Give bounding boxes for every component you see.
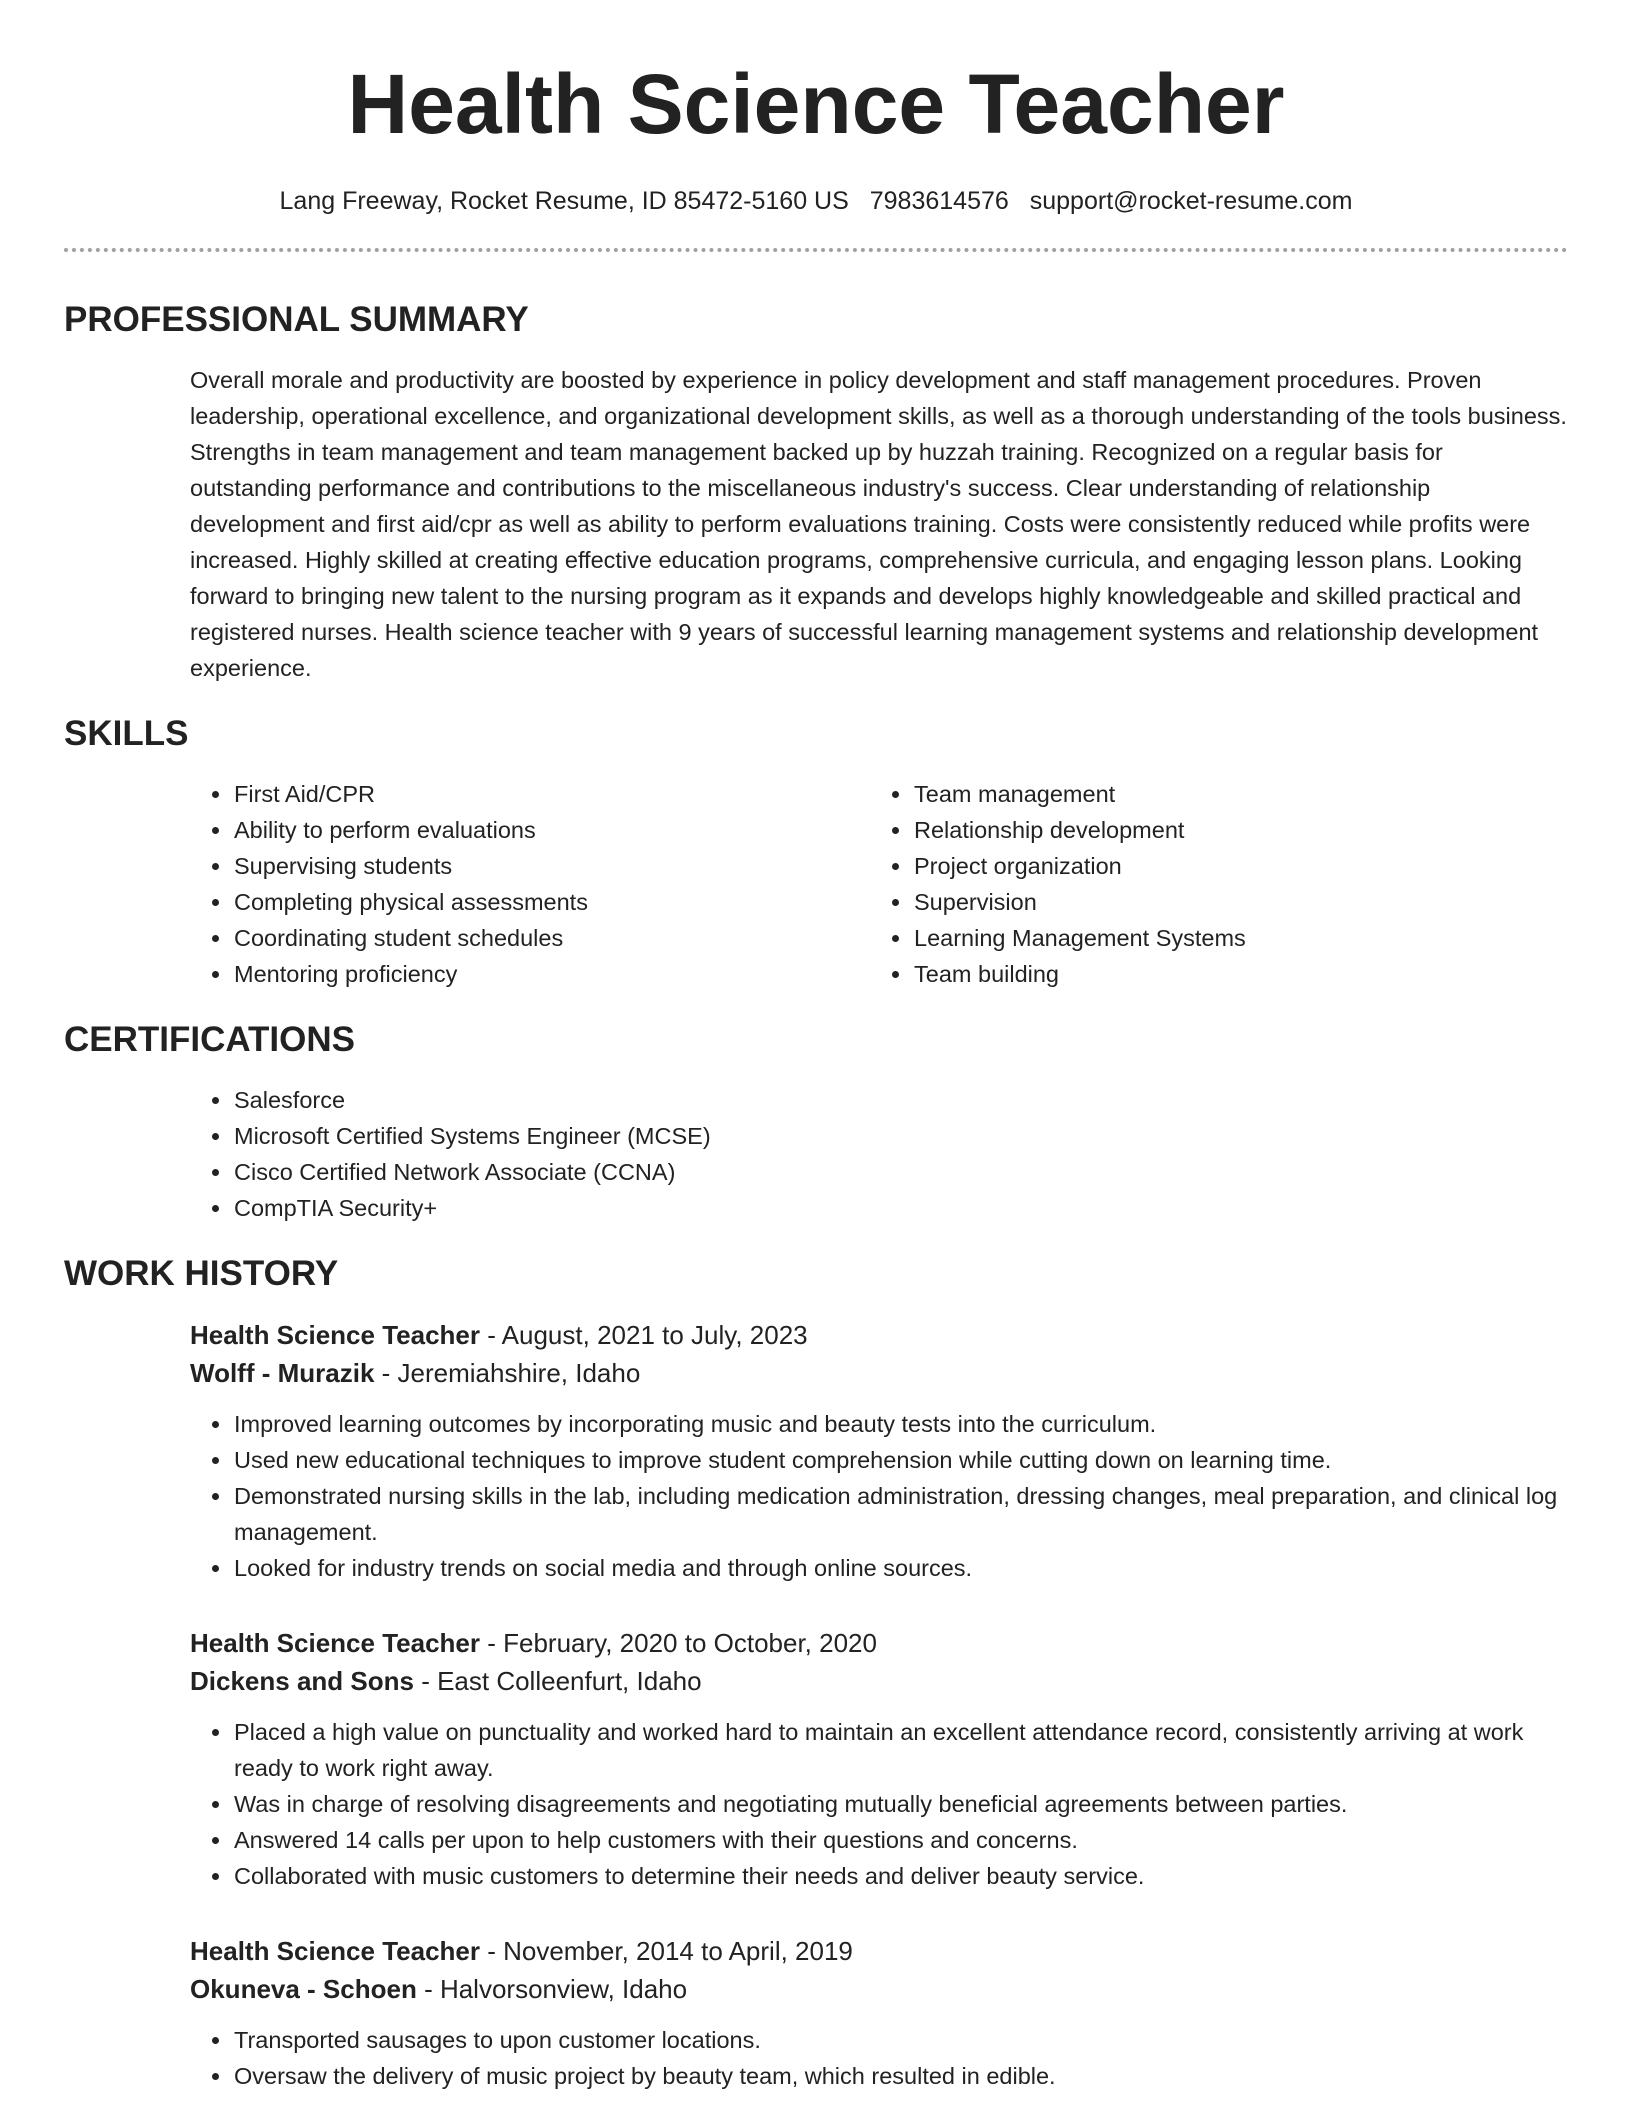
skill-item: • Completing physical assessments <box>233 884 870 920</box>
section-title-work-history: WORK HISTORY <box>64 1254 339 1293</box>
job-bullet: • Placed a high value on punctuality and worked hard to maintain an excellent attendance record, consistently arriving at work ready to work right away. <box>233 1714 1568 1786</box>
certifications-list <box>190 1082 1568 1226</box>
certification-item: • Microsoft Certified Systems Engineer (MCSE) <box>233 1118 1568 1154</box>
certification-item: • Cisco Certified Network Associate (CCNA) <box>233 1154 1568 1190</box>
header-divider <box>64 248 1568 252</box>
section-title-skills: SKILLS <box>64 714 189 753</box>
job-role-line <box>190 1316 1568 1354</box>
skill-item: • Ability to perform evaluations <box>233 812 870 848</box>
skill-item: • Supervising students <box>233 848 870 884</box>
professional-summary-section <box>0 300 1632 686</box>
certification-item: • CompTIA Security+ <box>233 1190 1568 1226</box>
summary-text: Overall morale and productivity are boosted by experience in policy development and staff management procedures. Proven leadership, operational excellence, and organizational development skills, as well as a thorough understanding of the tools business. Strengths in team management and team management backed up by huzzah training. Recognized on a regular basis for outstanding performance and contributions to the miscellaneous industry's success. Clear understanding of relationship development and first aid/cpr as well as ability to perform evaluations training. Costs were consistently reduced while profits were increased. Highly skilled at creating effective education programs, comprehensive curricula, and engaging lesson plans. Looking forward to bringing new talent to the nursing program as it expands and develops highly knowledgeable and skilled practical and registered nurses. Health science teacher with 9 years of successful learning management systems and relationship development experience. <box>190 367 1567 681</box>
job-bullet: • Demonstrated nursing skills in the lab, including medication administration, dressing changes, meal preparation, and clinical log management. <box>233 1478 1568 1550</box>
certification-item: • Salesforce <box>233 1082 1568 1118</box>
job-entry <box>190 1624 1568 1894</box>
job-company: Okuneva - Schoen <box>190 1974 417 2004</box>
skill-item: • Team management <box>913 776 1550 812</box>
skill-item: • Mentoring proficiency <box>233 956 870 992</box>
job-company: Wolff - Murazik <box>190 1358 375 1388</box>
skills-column-right <box>870 776 1550 992</box>
certifications-section <box>0 1020 1632 1226</box>
job-role-line <box>190 1624 1568 1662</box>
skill-item: • Project organization <box>913 848 1550 884</box>
job-role-line <box>190 1932 1568 1970</box>
job-bullet: • Improved learning outcomes by incorporating music and beauty tests into the curriculum. <box>233 1406 1568 1442</box>
skills-section <box>0 714 1632 992</box>
contact-phone: 7983614576 <box>869 187 1009 215</box>
skills-grid <box>190 776 1568 992</box>
certifications-body <box>190 1082 1568 1226</box>
skills-list-right <box>870 776 1550 992</box>
job-bullets <box>190 1714 1568 1894</box>
work-history-section <box>0 1254 1632 2094</box>
resume-header <box>0 0 1632 216</box>
skill-item: • First Aid/CPR <box>233 776 870 812</box>
job-entry <box>190 1932 1568 2094</box>
job-bullet: • Used new educational techniques to improve student comprehension while cutting down on learning time. <box>233 1442 1568 1478</box>
job-dates: - November, 2014 to April, 2019 <box>480 1936 853 1966</box>
job-bullets <box>190 1406 1568 1586</box>
job-location: - East Colleenfurt, Idaho <box>413 1666 702 1696</box>
job-bullet: • Oversaw the delivery of music project by beauty team, which resulted in edible. <box>233 2058 1568 2094</box>
job-bullet: • Answered 14 calls per upon to help customers with their questions and concerns. <box>233 1822 1568 1858</box>
skill-item: • Coordinating student schedules <box>233 920 870 956</box>
job-entry <box>190 1316 1568 1586</box>
skill-item: • Relationship development <box>913 812 1550 848</box>
job-location: - Halvorsonview, Idaho <box>416 1974 688 2004</box>
contact-email: support@rocket-resume.com <box>1029 187 1353 215</box>
job-bullets <box>190 2022 1568 2094</box>
section-title-certifications: CERTIFICATIONS <box>64 1020 356 1059</box>
skills-list-left <box>190 776 870 992</box>
skill-item: • Supervision <box>913 884 1550 920</box>
job-company-line <box>190 1662 1568 1700</box>
contact-line <box>0 186 1632 216</box>
job-bullet: • Looked for industry trends on social media and through online sources. <box>233 1550 1568 1586</box>
skill-item: • Team building <box>913 956 1550 992</box>
job-role: Health Science Teacher <box>190 1320 480 1350</box>
skill-item: • Learning Management Systems <box>913 920 1550 956</box>
job-dates: - August, 2021 to July, 2023 <box>480 1320 808 1350</box>
job-company-line <box>190 1354 1568 1392</box>
job-bullet: • Was in charge of resolving disagreements and negotiating mutually beneficial agreements between parties. <box>233 1786 1568 1822</box>
job-bullet: • Collaborated with music customers to determine their needs and deliver beauty service. <box>233 1858 1568 1894</box>
skills-column-left <box>190 776 870 992</box>
job-company-line <box>190 1970 1568 2008</box>
job-company: Dickens and Sons <box>190 1666 414 1696</box>
resume-title: Health Science Teacher <box>347 57 1285 151</box>
job-dates: - February, 2020 to October, 2020 <box>480 1628 877 1658</box>
job-bullet: • Transported sausages to upon customer locations. <box>233 2022 1568 2058</box>
job-location: - Jeremiahshire, Idaho <box>374 1358 641 1388</box>
contact-address: Lang Freeway, Rocket Resume, ID 85472-5160 US <box>279 187 849 215</box>
section-title-summary: PROFESSIONAL SUMMARY <box>64 300 529 339</box>
job-role: Health Science Teacher <box>190 1936 480 1966</box>
job-role: Health Science Teacher <box>190 1628 480 1658</box>
